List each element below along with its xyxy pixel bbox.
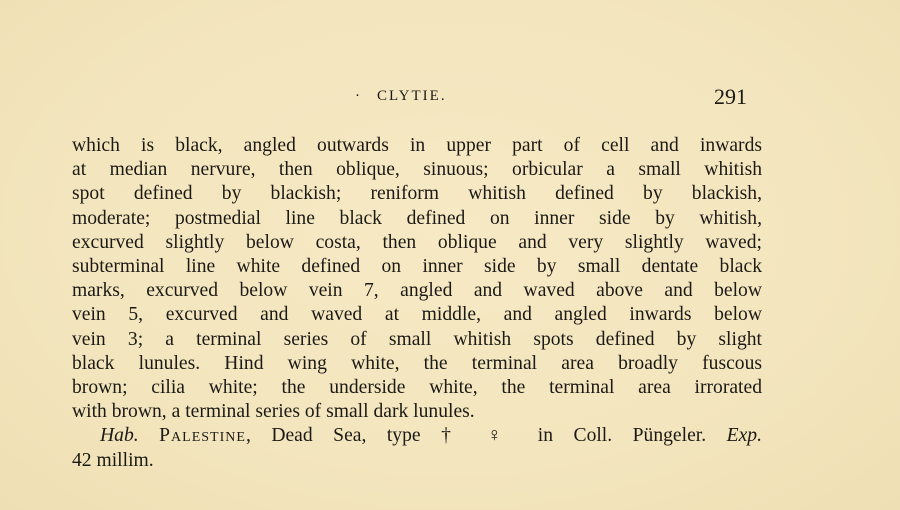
text-line: vein 3; a terminal series of small whitish spots defined by slight (72, 328, 762, 350)
text-line: at median nervure, then oblique, sinuous; orbicular a small whitish (72, 159, 762, 181)
text-line: marks, excurved below vein 7, angled and waved above and below (72, 280, 762, 302)
text-line: subterminal line white defined on inner side by small dentate black (72, 256, 762, 278)
text-line: which is black, angled outwards in upper part of cell and inwards (72, 135, 762, 156)
habitat-locality: Palestine (159, 425, 246, 447)
text-line: vein 5, excurved and waved at middle, and angled inwards below (72, 304, 762, 326)
text-line: with brown, a terminal series of small dark lunules. (72, 401, 475, 423)
running-head (0, 84, 900, 114)
body-text (72, 134, 762, 473)
text-line: excurved slightly below costa, then oblique and very slightly waved; (72, 231, 762, 253)
habitat-line (72, 424, 762, 448)
expanse-label: Exp. (726, 425, 762, 447)
habitat-label: Hab. (100, 425, 139, 447)
running-head-dot: · (355, 88, 360, 104)
text-line: moderate; postmedial line black defined on inner side by whitish, (72, 207, 762, 229)
text-line: black lunules. Hind wing white, the terminal area broadly fuscous (72, 352, 762, 374)
page-number: 291 (714, 84, 747, 109)
text-line: spot defined by blackish; reniform whitish defined by blackish, (72, 183, 762, 205)
habitat-details: , Dead Sea, type † ♀ in Coll. Püngeler. (245, 425, 707, 447)
text-line: brown; cilia white; the underside white, the terminal area irrorated (72, 377, 762, 399)
running-head-title: CLYTIE. (377, 88, 447, 104)
expanse-measurement: 42 millim. (72, 449, 154, 471)
